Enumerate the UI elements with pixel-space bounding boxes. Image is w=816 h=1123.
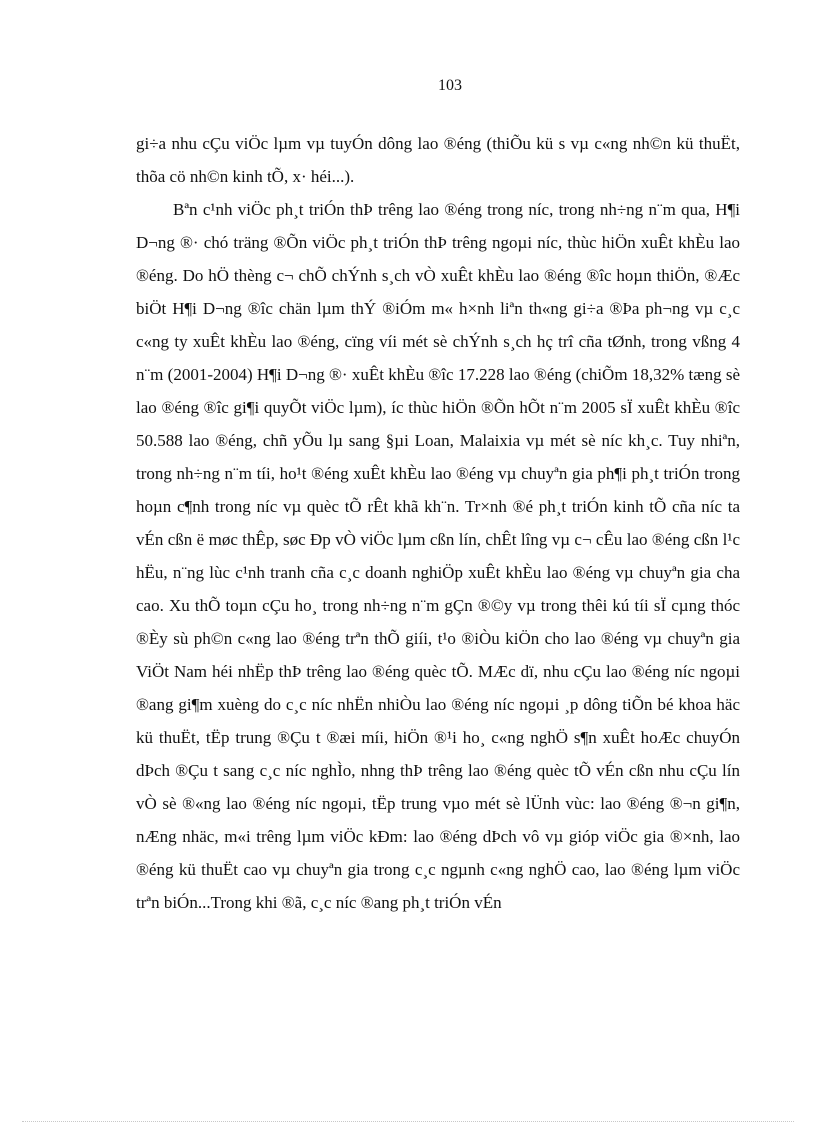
- page-bottom-divider: [22, 1121, 794, 1122]
- paragraph-continuation: gi÷a nhu cÇu viÖc lµm vµ tuyÓn dông lao ®éng (thiÕu kü s vµ c«ng nh©n kü thuËt, thõa cö nh©n kinh tÕ, x· héi...).: [136, 134, 740, 186]
- paragraph-labor-export: Bªn c¹nh viÖc ph¸t triÓn thÞ trêng lao ®éng trong níc, trong nh÷ng n¨m qua, H¶i D¬ng ®· chó träng ®Õn viÖc ph¸t triÓn thÞ trêng ngoµi níc, thùc hiÖn xuÊt khÈu lao ®éng. Do hÖ thèng c¬ chÕ chÝnh s¸ch vÒ xuÊt khÈu lao ®éng ®îc hoµn thiÖn, ®Æc biÖt H¶i D¬ng ®îc chän lµm thÝ ®iÓm m« h×nh liªn th«ng gi÷a ®Þa ph¬ng vµ c¸c c«ng ty xuÊt khÈu lao ®éng, cïng víi mét sè chÝnh s¸ch hç trî cña tØnh, trong vßng 4 n¨m (2001-2004) H¶i D¬ng ®· xuÊt khÈu ®îc 17.228 lao ®éng (chiÕm 18,32% tæng sè lao ®éng ®îc gi¶i quyÕt viÖc lµm), íc thùc hiÖn ®Õn hÕt n¨m 2005 sÏ xuÊt khÈu ®îc 50.588 lao ®éng, chñ yÕu lµ sang §µi Loan, Malaixia vµ mét sè níc kh¸c. Tuy nhiªn, trong nh÷ng n¨m tíi, ho¹t ®éng xuÊt khÈu lao ®éng vµ chuyªn gia ph¶i ph¸t triÓn trong hoµn c¶nh trong níc vµ quèc tÕ rÊt khã kh¨n. Tr×nh ®é ph¸t triÓn kinh tÕ cña níc ta vÉn cßn ë møc thÊp, søc Ðp vÒ viÖc lµm cßn lín, chÊt lîng vµ c¬ cÊu lao ®éng cßn l¹c hËu, n¨ng lùc c¹nh tranh cña c¸c doanh nghiÖp xuÊt khÈu lao ®éng vµ chuyªn gia cha cao. Xu thÕ toµn cÇu ho¸ trong nh÷ng n¨m gÇn ®©y vµ trong thêi kú tíi sÏ cµng thóc ®Èy sù ph©n c«ng lao ®éng trªn thÕ giíi, t¹o ®iÒu kiÖn cho lao ®éng vµ chuyªn gia ViÖt Nam héi nhËp thÞ trêng lao ®éng quèc tÕ. MÆc dï, nhu cÇu lao ®éng níc ngoµi ®ang gi¶m xuèng do c¸c níc nhËn nhiÒu lao ®éng níc ngoµi ¸p dông tiÕn bé khoa häc kü thuËt, tËp trung ®Çu t ®æi míi, hiÖn ®¹i ho¸ c«ng nghÖ s¶n xuÊt hoÆc chuyÓn dÞch ®Çu t sang c¸c níc nghÌo, nhng thÞ trêng lao ®éng quèc tÕ vÉn cßn nhu cÇu lín vÒ sè ®«ng lao ®éng níc ngoµi, tËp trung vµo mét sè lÜnh vùc: lao ®éng ®¬n gi¶n, nÆng nhäc, m«i trêng lµm viÖc kÐm: lao ®éng dÞch vô vµ gióp viÖc gia ®×nh, lao ®éng kü thuËt cao vµ chuyªn gia trong c¸c ngµnh c«ng nghÖ cao, lao ®éng lµm viÖc trªn biÓn...Trong khi ®ã, c¸c níc ®ang ph¸t triÓn vÉn: [136, 200, 740, 912]
- page-number: 103: [438, 77, 462, 94]
- document-body: [136, 127, 740, 919]
